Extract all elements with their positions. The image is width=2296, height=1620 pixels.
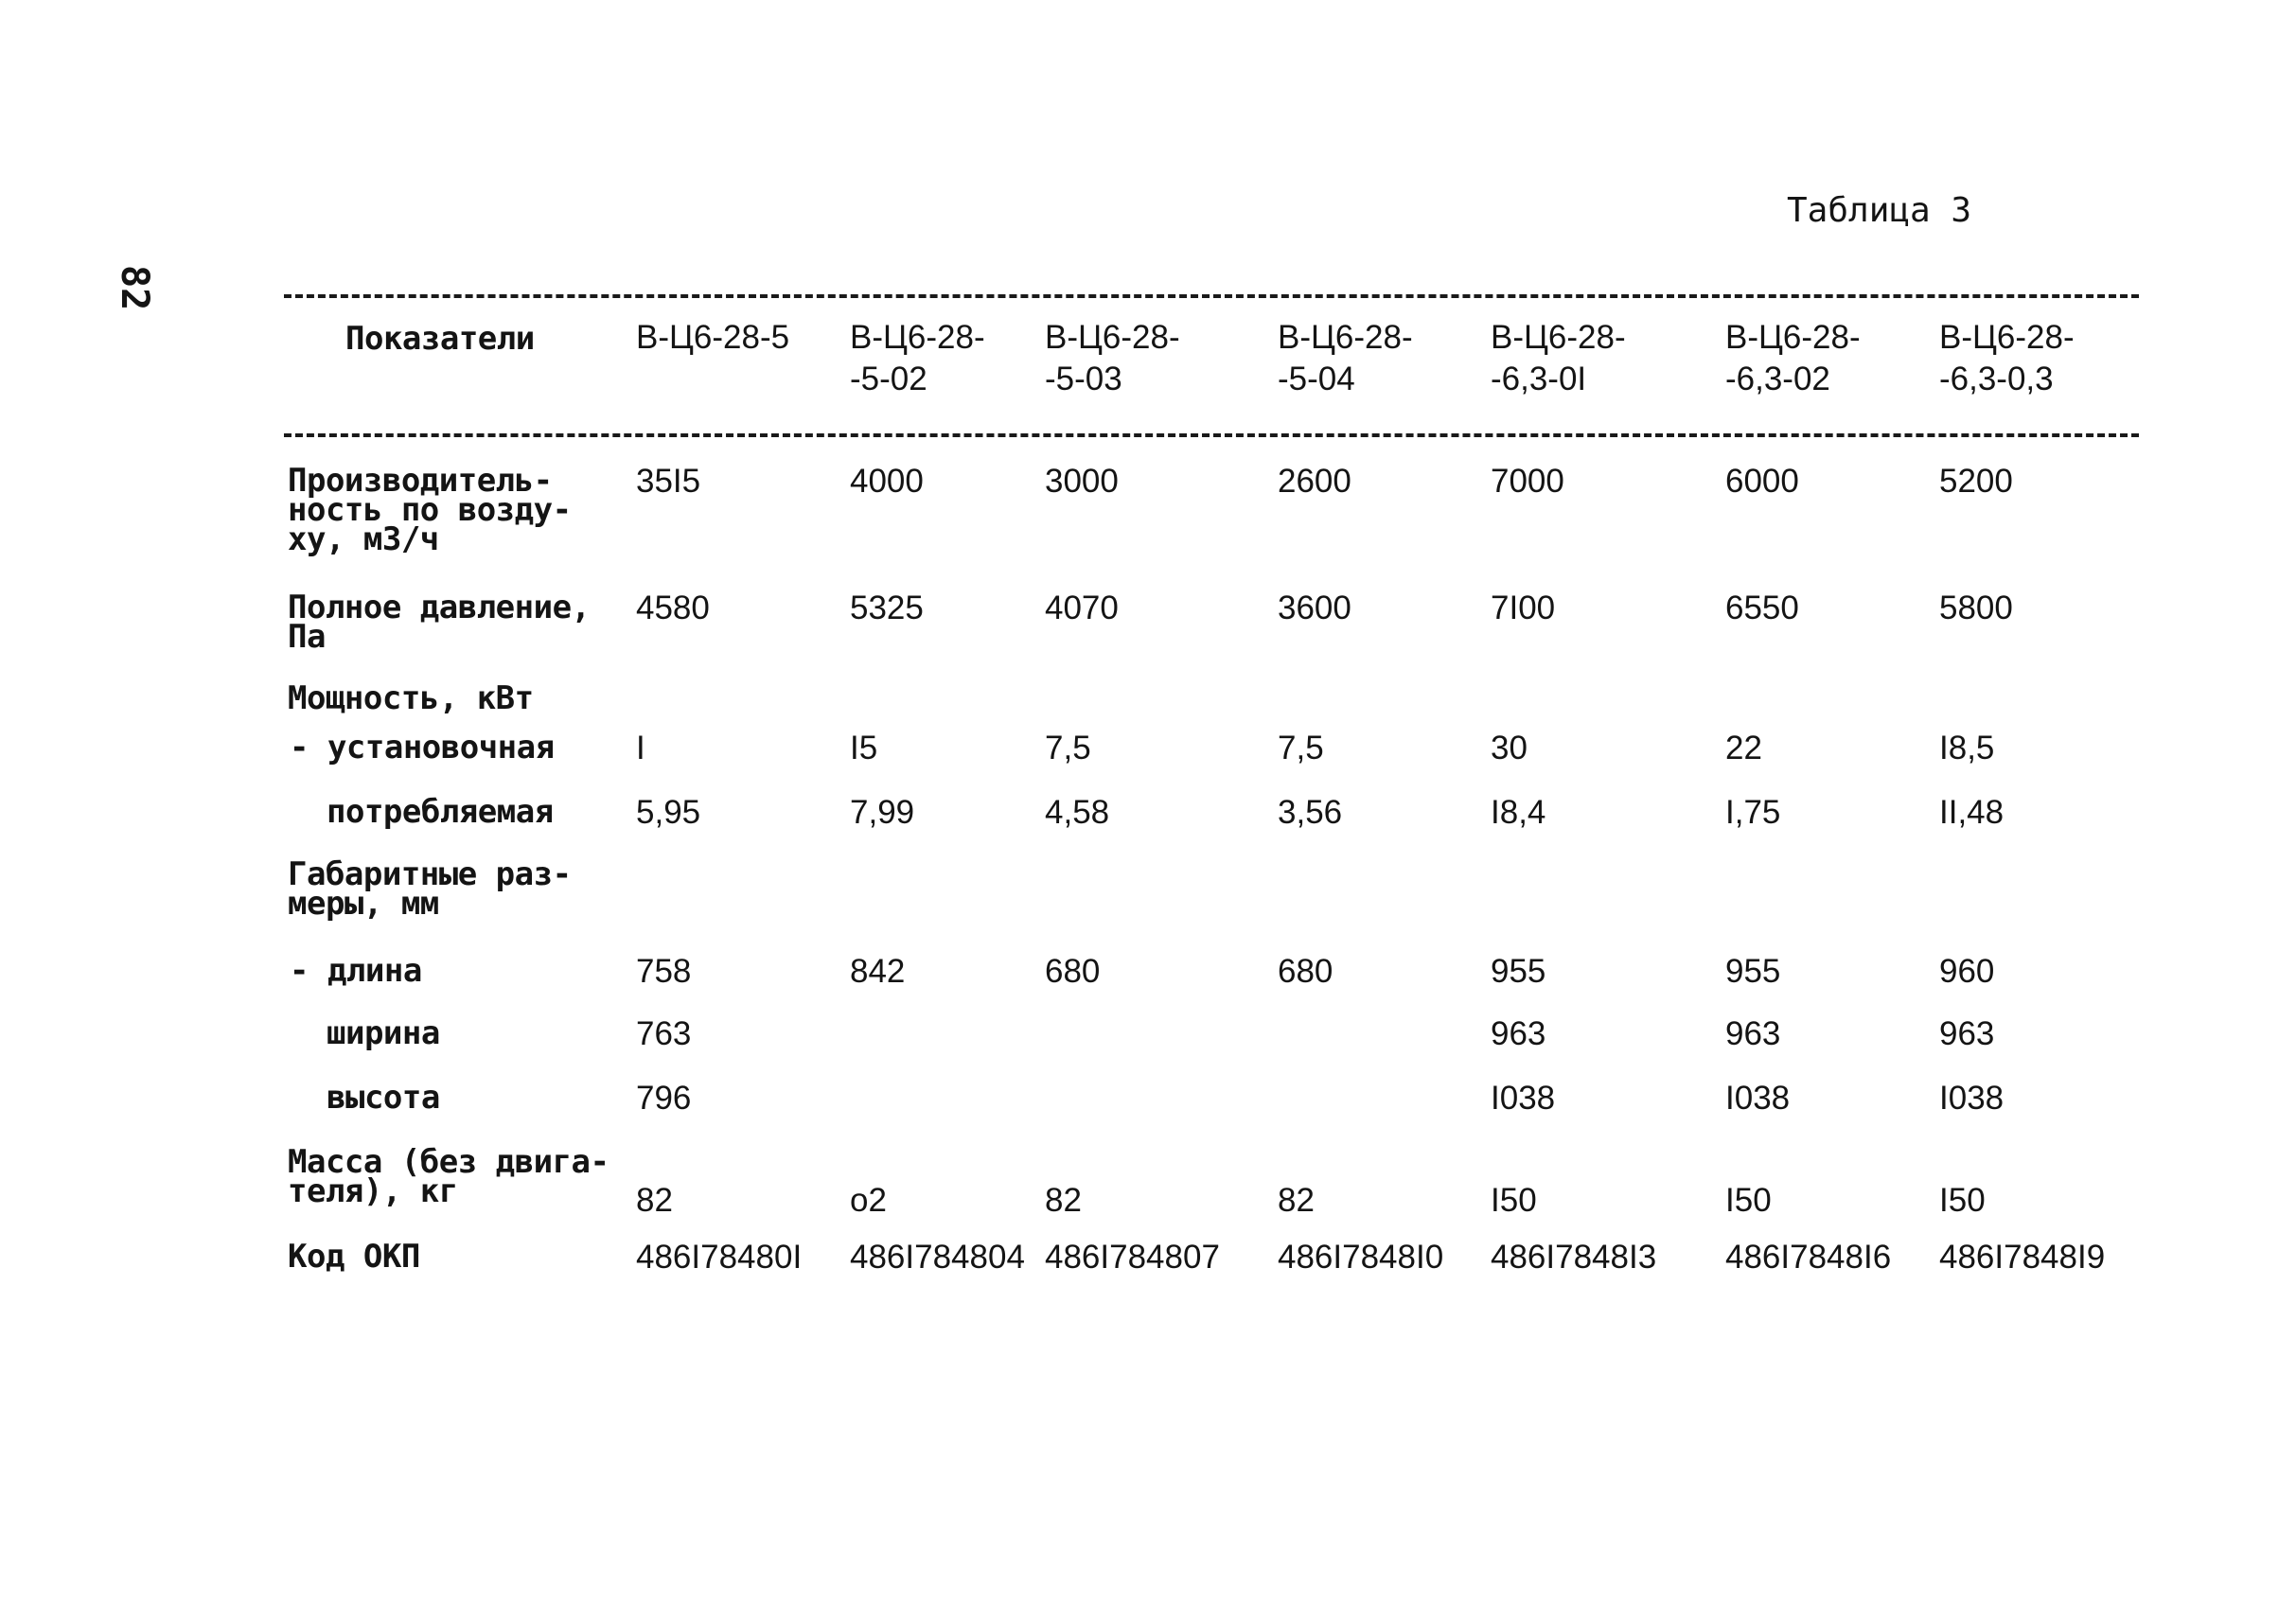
row-2-value-7: 5800 [1939, 590, 2013, 626]
row-1-value-6: 6000 [1725, 463, 1799, 500]
table-top-rule [284, 294, 2139, 298]
header-model-6-line-2: -6,3-02 [1725, 361, 1830, 397]
header-model-7-line-1: В-Ц6-28- [1939, 319, 2075, 356]
row-2-value-5: 7I00 [1491, 590, 1556, 626]
header-model-4-line-2: -5-04 [1278, 361, 1355, 397]
row-2-value-3: 4070 [1045, 590, 1119, 626]
header-model-2-line-2: -5-02 [850, 361, 927, 397]
row-10-value-1: 82 [636, 1182, 673, 1219]
header-model-6-line-1: В-Ц6-28- [1725, 319, 1861, 356]
header-model-5-line-2: -6,3-0I [1491, 361, 1587, 397]
row-10-value-6: I50 [1725, 1182, 1772, 1219]
row-1-value-2: 4000 [850, 463, 924, 500]
row-4-value-7: I8,5 [1939, 730, 1995, 766]
row-7-value-4: 680 [1278, 953, 1333, 990]
table-caption: Таблица 3 [1787, 191, 1972, 230]
row-8-label: ширина [327, 1014, 440, 1052]
header-model-3-line-2: -5-03 [1045, 361, 1122, 397]
row-5-value-1: 5,95 [636, 794, 701, 831]
row-4-value-3: 7,5 [1045, 730, 1091, 766]
row-11-value-2: 486I784804 [850, 1239, 1025, 1276]
header-model-4-line-1: В-Ц6-28- [1278, 319, 1413, 356]
row-11-label: Код ОКП [288, 1238, 420, 1276]
row-9-value-5: I038 [1491, 1080, 1556, 1117]
header-model-5-line-1: В-Ц6-28- [1491, 319, 1626, 356]
row-7-label: - длина [290, 952, 422, 990]
row-2-label: Па [288, 618, 326, 656]
row-7-value-7: 960 [1939, 953, 1995, 990]
row-1-value-4: 2600 [1278, 463, 1351, 500]
row-4-value-5: 30 [1491, 730, 1528, 766]
row-11-value-1: 486I78480I [636, 1239, 803, 1276]
row-7-value-3: 680 [1045, 953, 1101, 990]
row-10-value-7: I50 [1939, 1182, 1986, 1219]
row-5-value-7: II,48 [1939, 794, 2005, 831]
row-8-value-5: 963 [1491, 1015, 1546, 1052]
row-2-label: Полное давление, [288, 589, 591, 626]
header-model-2-line-1: В-Ц6-28- [850, 319, 985, 356]
row-2-value-1: 4580 [636, 590, 710, 626]
header-model-3-line-1: В-Ц6-28- [1045, 319, 1180, 356]
page-number: 82 [113, 265, 156, 311]
row-1-label: ность по возду- [288, 491, 572, 529]
row-10-value-5: I50 [1491, 1182, 1537, 1219]
row-1-value-7: 5200 [1939, 463, 2013, 500]
row-4-label: - установочная [290, 729, 555, 766]
row-9-value-1: 796 [636, 1080, 692, 1117]
row-10-value-2: о2 [850, 1182, 887, 1219]
row-7-value-6: 955 [1725, 953, 1781, 990]
row-5-value-6: I,75 [1725, 794, 1781, 831]
row-4-value-2: I5 [850, 730, 878, 766]
row-3-label: Мощность, кВт [288, 679, 534, 717]
row-8-value-1: 763 [636, 1015, 692, 1052]
row-5-value-2: 7,99 [850, 794, 915, 831]
row-8-value-6: 963 [1725, 1015, 1781, 1052]
row-1-label: Производитель- [288, 462, 553, 500]
row-9-value-7: I038 [1939, 1080, 2005, 1117]
row-1-value-1: 35I5 [636, 463, 701, 500]
row-4-value-6: 22 [1725, 730, 1762, 766]
row-1-value-3: 3000 [1045, 463, 1119, 500]
row-11-value-7: 486I7848I9 [1939, 1239, 2106, 1276]
row-10-label: Масса (без двига- [288, 1143, 609, 1181]
header-model-1-line-1: В-Ц6-28-5 [636, 319, 790, 356]
row-6-label: меры, мм [288, 885, 439, 923]
row-8-value-7: 963 [1939, 1015, 1995, 1052]
row-1-label: ху, м3/ч [288, 520, 439, 558]
row-11-value-4: 486I7848I0 [1278, 1239, 1444, 1276]
header-bottom-rule [284, 433, 2139, 437]
row-7-value-5: 955 [1491, 953, 1546, 990]
row-5-value-3: 4,58 [1045, 794, 1110, 831]
row-6-label: Габаритные раз- [288, 855, 572, 893]
header-model-7-line-2: -6,3-0,3 [1939, 361, 2054, 397]
row-9-label: высота [327, 1079, 440, 1117]
row-5-label: потребляемая [327, 793, 554, 831]
row-11-value-5: 486I7848I3 [1491, 1239, 1657, 1276]
row-4-value-1: I [636, 730, 645, 766]
row-5-value-5: I8,4 [1491, 794, 1546, 831]
row-9-value-6: I038 [1725, 1080, 1791, 1117]
row-5-value-4: 3,56 [1278, 794, 1343, 831]
row-10-label: теля), кг [288, 1172, 458, 1210]
row-2-value-4: 3600 [1278, 590, 1351, 626]
row-1-value-5: 7000 [1491, 463, 1564, 500]
row-11-value-6: 486I7848I6 [1725, 1239, 1892, 1276]
row-2-value-6: 6550 [1725, 590, 1799, 626]
row-10-value-4: 82 [1278, 1182, 1315, 1219]
row-11-value-3: 486I784807 [1045, 1239, 1220, 1276]
row-7-value-1: 758 [636, 953, 692, 990]
row-7-value-2: 842 [850, 953, 906, 990]
header-label: Показатели [345, 320, 535, 358]
row-10-value-3: 82 [1045, 1182, 1082, 1219]
row-4-value-4: 7,5 [1278, 730, 1324, 766]
row-2-value-2: 5325 [850, 590, 924, 626]
